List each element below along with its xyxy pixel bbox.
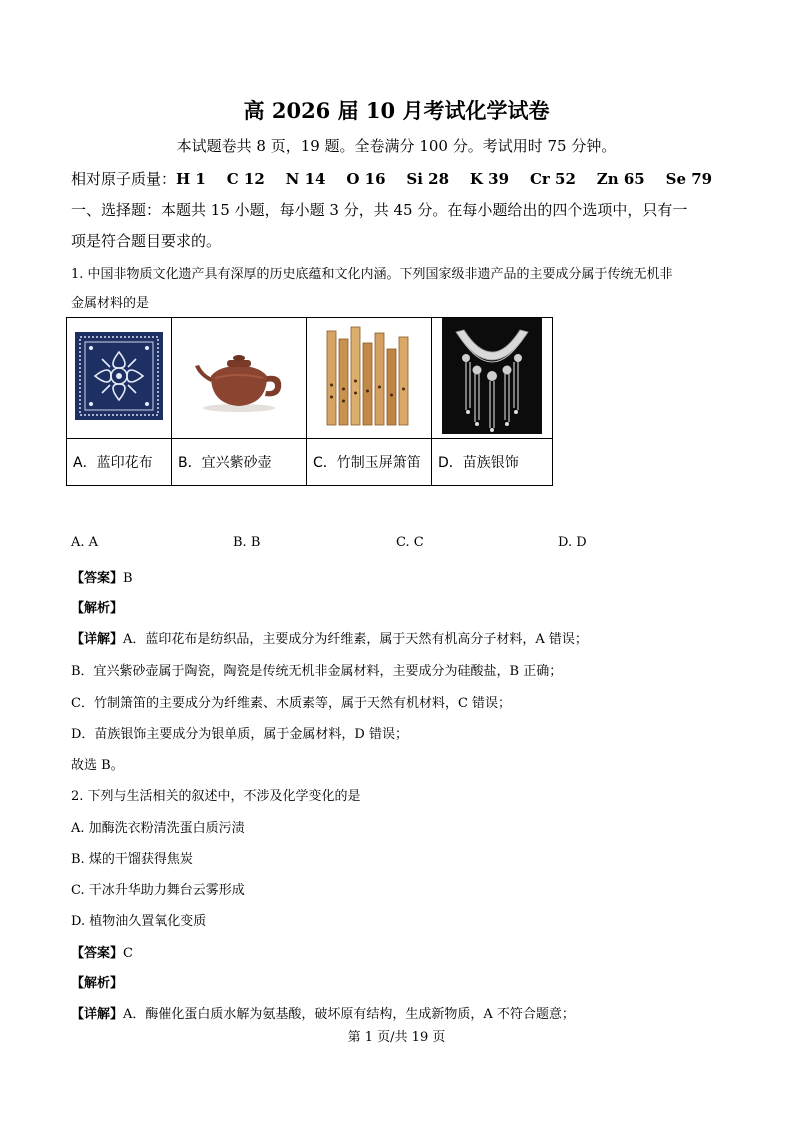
atomic-mass-line	[71, 168, 712, 189]
blue-cloth-image-cell	[67, 318, 172, 439]
page-number: 第 1 页/共 19 页	[347, 1030, 446, 1045]
q1-detail-line-4: D．苗族银饰主要成分为银单质，属于金属材料，D 错误；	[71, 727, 408, 742]
q1-choice-a: A. A	[71, 535, 99, 550]
q1-caption-a: A．蓝印花布	[67, 439, 172, 486]
q1-detail-text-1: A．蓝印花布是纺织品，主要成分为纤维素，属于天然有机高分子材料，A 错误；	[123, 632, 588, 647]
q1-answer	[71, 567, 133, 586]
q2-option-d: D. 植物油久置氧化变质	[71, 914, 207, 929]
q1-caption-b: B．宜兴紫砂壶	[172, 439, 307, 486]
q1-stem-line2: 金属材料的是	[71, 296, 150, 311]
section-heading-line2: 项是符合题目要求的。	[71, 232, 222, 250]
q1-choice-b: B. B	[233, 535, 261, 550]
atomic-mass-values: H 1 C 12 N 14 O 16 Si 28 K 39 Cr 52 Zn 65 Se 79	[176, 170, 713, 188]
q1-stem-line1: 1. 中国非物质文化遗产具有深厚的历史底蕴和文化内涵。下列国家级非遗产品的主要成分属于传统无机非	[71, 267, 673, 282]
q2-option-b: B. 煤的干馏获得焦炭	[71, 852, 193, 867]
section-heading-line1: 一、选择题：本题共 15 小题，每小题 3 分，共 45 分。在每小题给出的四个选项中，只有一	[71, 201, 688, 219]
q1-answer-value: B	[123, 571, 133, 586]
q1-detail-tag: 【详解】	[71, 632, 124, 647]
q2-detail-line-1	[71, 1003, 575, 1022]
q2-detail-text-1: A．酶催化蛋白质水解为氨基酸，破坏原有结构，生成新物质，A 不符合题意；	[123, 1007, 575, 1022]
q1-caption-d: D．苗族银饰	[432, 439, 553, 486]
q1-detail-line-1	[71, 628, 588, 647]
q1-choice-c: C. C	[396, 535, 424, 550]
teapot-image-cell	[172, 318, 307, 439]
q2-analysis-tag: 【解析】	[71, 976, 124, 991]
purple-clay-teapot-image	[189, 336, 289, 416]
miao-silver-ornament-image	[442, 318, 542, 434]
q2-detail-tag: 【详解】	[71, 1007, 124, 1022]
q2-answer-value: C	[123, 946, 133, 961]
q2-answer-tag: 【答案】	[71, 946, 124, 961]
q1-detail-line-3: C．竹制箫笛的主要成分为纤维素、木质素等，属于天然有机材料，C 错误；	[71, 696, 512, 711]
q1-answer-tag: 【答案】	[71, 571, 124, 586]
q2-answer	[71, 942, 133, 961]
bamboo-flute-image	[313, 325, 425, 427]
q2-option-c: C. 干冰升华助力舞台云雾形成	[71, 883, 245, 898]
q1-analysis-tag: 【解析】	[71, 601, 124, 616]
exam-intro: 本试题卷共 8 页，19 题。全卷满分 100 分。考试用时 75 分钟。	[176, 137, 617, 155]
silver-image-cell	[432, 318, 553, 439]
blue-printed-cloth-image	[75, 332, 163, 420]
page-title: 高 2026 届 10 月考试化学试卷	[243, 98, 550, 123]
q2-option-a: A. 加酶洗衣粉清洗蛋白质污渍	[71, 821, 245, 836]
q1-detail-line-2: B．宜兴紫砂壶属于陶瓷，陶瓷是传统无机非金属材料，主要成分为硅酸盐，B 正确；	[71, 664, 563, 679]
atomic-mass-label: 相对原子质量：	[71, 170, 177, 188]
q1-caption-c: C．竹制玉屏箫笛	[307, 439, 432, 486]
flute-image-cell	[307, 318, 432, 439]
q1-options-table	[66, 317, 553, 486]
q1-choice-d: D. D	[558, 535, 587, 550]
q2-stem: 2. 下列与生活相关的叙述中，不涉及化学变化的是	[71, 789, 361, 804]
q1-conclusion: 故选 B。	[71, 758, 124, 773]
